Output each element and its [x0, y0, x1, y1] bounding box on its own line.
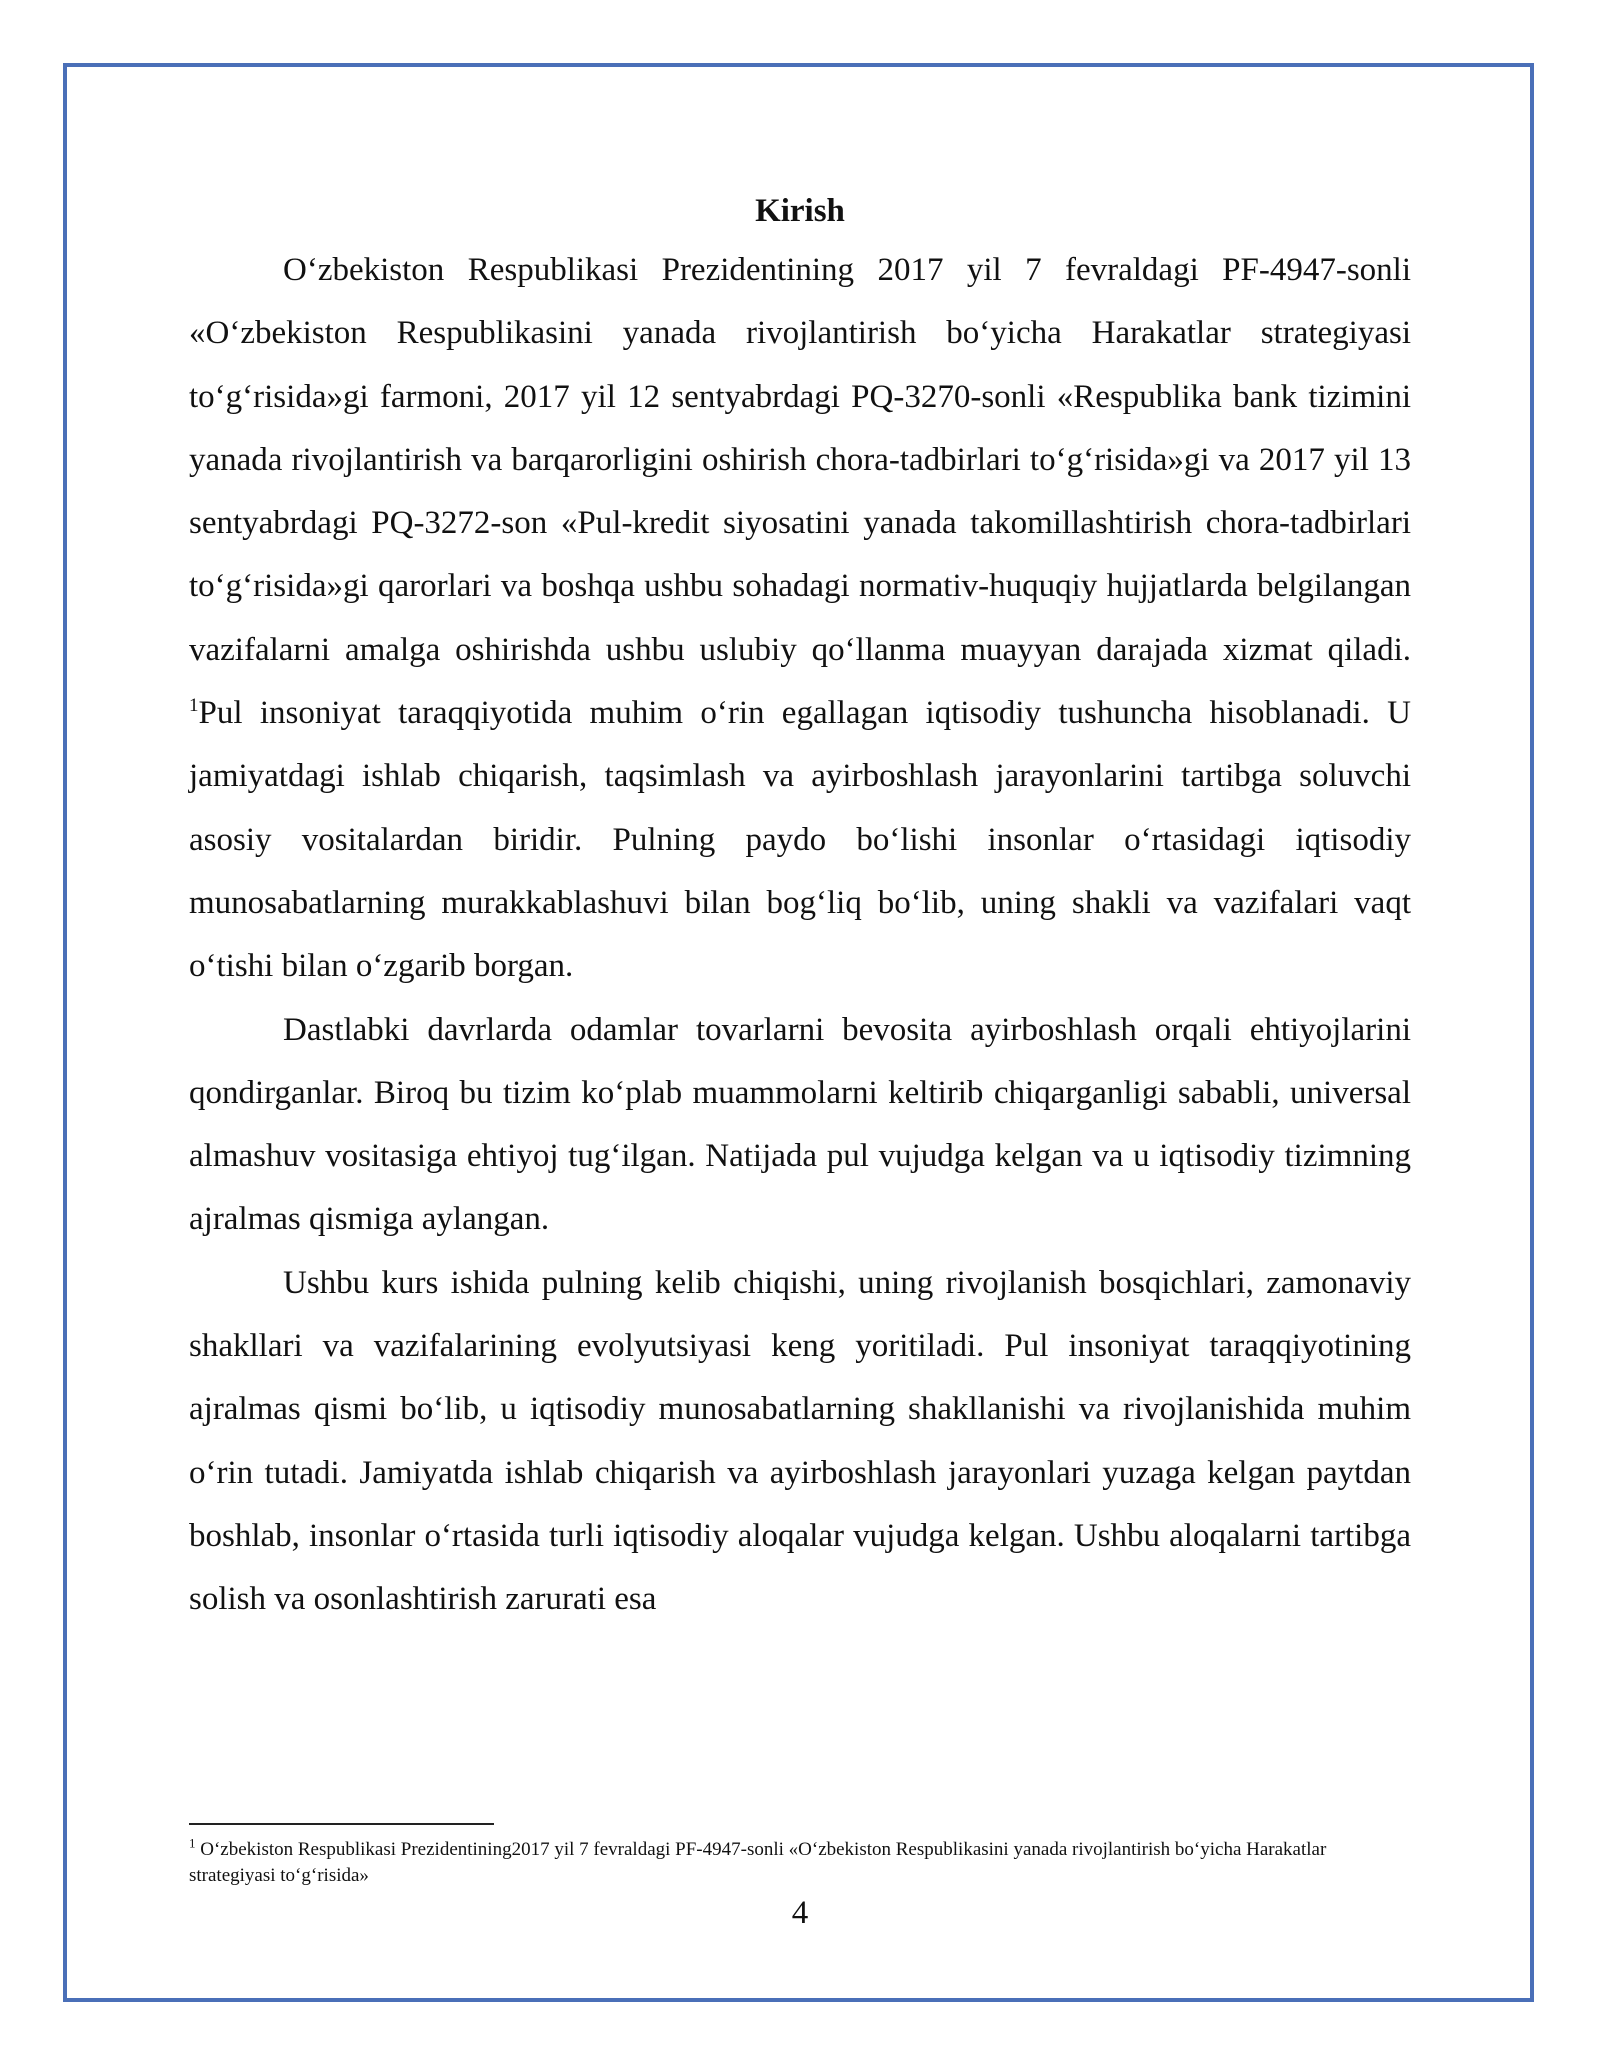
- section-title: Kirish: [755, 193, 845, 229]
- footnote-reference[interactable]: 1: [189, 695, 199, 717]
- footnote: [189, 1837, 1411, 1889]
- paragraph-1-continuation: Pul insoniyat taraqqiyotida muhim o‘rin egallagan iqtisodiy tushuncha hisoblanadi. U jamiyatdagi ishlab chiqarish, taqsimlash va ayirboshlash jarayonlarini tartibga soluvchi asosiy vositalardan biridir. Pulning paydo bo‘lishi insonlar o‘rtasidagi iqtisodiy munosabatlarning murakkablashuvi bilan bog‘liq bo‘lib, uning shakli va vazifalari vaqt o‘tishi bilan o‘zgarib borgan.: [189, 695, 1411, 985]
- paragraph-1: [189, 239, 1411, 999]
- footnote-separator: [189, 1823, 494, 1825]
- page-number: 4: [791, 1895, 809, 1931]
- paragraph-2: Dastlabki davrlarda odamlar tovarlarni bevosita ayirboshlash orqali ehtiyojlarini qondirganlar. Biroq bu tizim ko‘plab muammolarni keltirib chiqarganligi sababli, universal almashuv vositasiga ehtiyoj tug‘ilgan. Natijada pul vujudga kelgan va u iqtisodiy tizimning ajralmas qismiga aylangan.: [189, 1011, 1411, 1238]
- footnote-area: [189, 1823, 1411, 1889]
- paragraph-1-text: O‘zbekiston Respublikasi Prezidentining 2017 yil 7 fevraldagi PF-4947-sonli «O‘zbekiston Respublikasini yanada rivojlantirish bo‘yicha Harakatlar strategiyasi to‘g‘risida»gi farmoni, 2017 yil 12 sentyabrdagi PQ-3270-sonli «Respublika bank tizimini yanada rivojlantirish va barqarorligini oshirish chora-tadbirlari to‘g‘risida»gi va 2017 yil 13 sentyabrdagi PQ-3272-son «Pul-kredit siyosatini yanada takomillashtirish chora-tadbirlari to‘g‘risida»gi qarorlari va boshqa ushbu sohadagi normativ-huquqiy hujjatlarda belgilangan vazifalarni amalga oshirishda ushbu uslubiy qo‘llanma muayyan darajada xizmat qiladi.: [189, 252, 1411, 668]
- footnote-text: O‘zbekiston Respublikasi Prezidentining2017 yil 7 fevraldagi PF-4947-sonli «O‘zbekiston Respublikasini yanada rivojlantirish bo‘yicha Harakatlar strategiyasi to‘g‘risida»: [189, 1839, 1327, 1886]
- footnote-marker: 1: [189, 1835, 196, 1851]
- page-body: [189, 183, 1411, 1632]
- paragraph-3: Ushbu kurs ishida pulning kelib chiqishi, uning rivojlanish bosqichlari, zamonaviy shakllari va vazifalarining evolyutsiyasi keng yoritiladi. Pul insoniyat taraqqiyotining ajralmas qismi bo‘lib, u iqtisodiy munosabatlarning shakllanishi va rivojlanishida muhim o‘rin tutadi. Jamiyatda ishlab chiqarish va ayirboshlash jarayonlari yuzaga kelgan paytdan boshlab, insonlar o‘rtasida turli iqtisodiy aloqalar vujudga kelgan. Ushbu aloqalarni tartibga solish va osonlashtirish zarurati esa: [189, 1264, 1411, 1618]
